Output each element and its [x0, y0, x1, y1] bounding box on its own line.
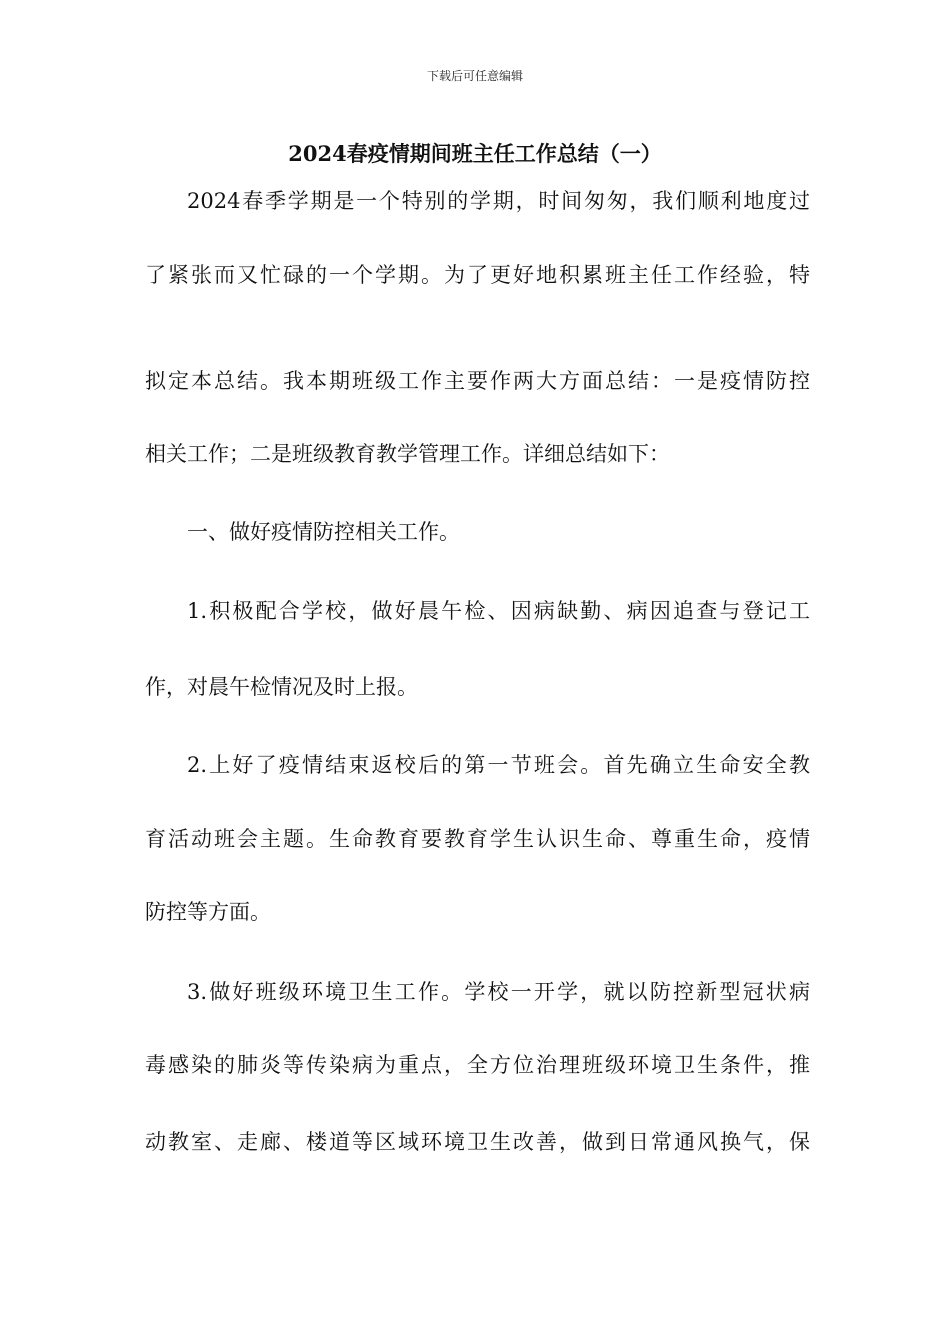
item-3-line-1: 3.做好班级环境卫生工作。学校一开学，就以防控新型冠状病 [187, 980, 810, 1004]
item-1-line-1: 1.积极配合学校，做好晨午检、因病缺勤、病因追查与登记工 [187, 599, 810, 623]
item-2-line-2: 育活动班会主题。生命教育要教育学生认识生命、尊重生命，疫情 [145, 827, 810, 851]
section-heading-1: 一、做好疫情防控相关工作。 [187, 520, 460, 544]
document-title: 2024春疫情期间班主任工作总结（一） [288, 141, 662, 166]
paragraph-1-line-4: 相关工作；二是班级教育教学管理工作。详细总结如下： [145, 442, 670, 466]
item-2-line-3: 防控等方面。 [145, 900, 271, 924]
header-note: 下载后可任意编辑 [426, 69, 523, 83]
item-3-line-3: 动教室、走廊、楼道等区域环境卫生改善，做到日常通风换气，保 [145, 1130, 810, 1154]
paragraph-1-line-3: 拟定本总结。我本期班级工作主要作两大方面总结：一是疫情防控 [145, 369, 810, 393]
item-3-line-2: 毒感染的肺炎等传染病为重点，全方位治理班级环境卫生条件，推 [145, 1053, 810, 1077]
item-2-line-1: 2.上好了疫情结束返校后的第一节班会。首先确立生命安全教 [187, 753, 810, 777]
paragraph-1-line-2: 了紧张而又忙碌的一个学期。为了更好地积累班主任工作经验，特 [145, 263, 810, 287]
paragraph-1-line-1: 2024春季学期是一个特别的学期，时间匆匆，我们顺利地度过 [187, 189, 810, 213]
item-1-line-2: 作，对晨午检情况及时上报。 [145, 675, 418, 699]
